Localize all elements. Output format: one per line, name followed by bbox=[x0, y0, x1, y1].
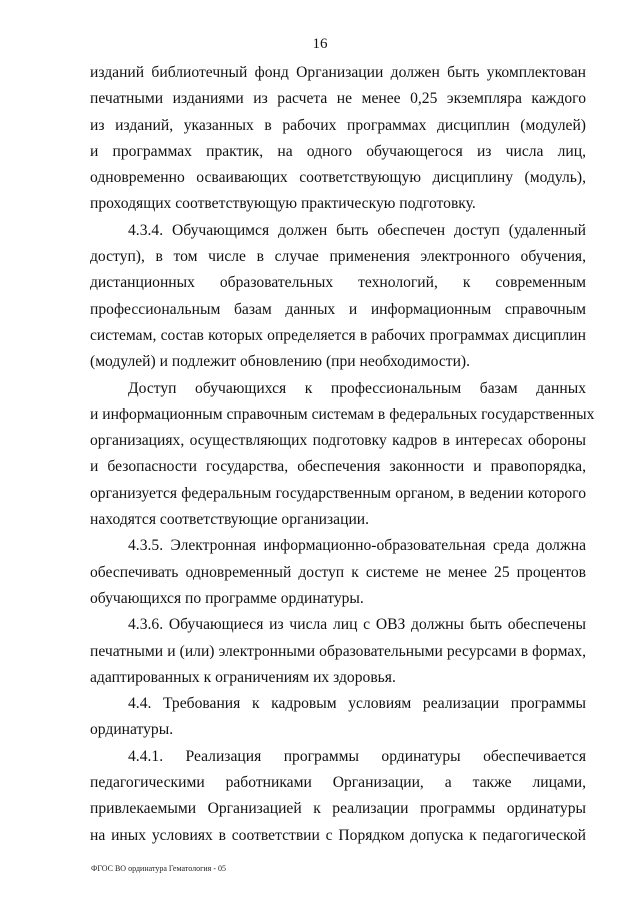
text-line: на иных условиях в соответствии с Порядком допуска к педагогической bbox=[90, 826, 586, 844]
text-line: одновременно осваивающих соответствующую дисциплину (модуль), bbox=[90, 169, 586, 187]
text-line: привлекаемыми Организацией к реализации программы ординатуры bbox=[90, 800, 586, 818]
body-text bbox=[90, 60, 595, 849]
text-line: 4.3.6. Обучающиеся из числа лиц с ОВЗ должны быть обеспечены bbox=[128, 616, 586, 634]
text-line: обучающихся по программе ординатуры. bbox=[90, 589, 364, 607]
text-line: 4.3.4. Обучающимся должен быть обеспечен доступ (удаленный bbox=[128, 221, 586, 239]
text-line: (модулей) и подлежит обновлению (при необходимости). bbox=[90, 353, 471, 371]
text-line: изданий библиотечный фонд Организации должен быть укомплектован bbox=[90, 64, 586, 81]
footer-note: ФГОС ВО ординатура Гематология - 05 bbox=[91, 864, 226, 873]
text-line: педагогическими работниками Организации, а также лицами, bbox=[90, 774, 586, 792]
text-line: 4.4. Требования к кадровым условиям реализации программы bbox=[128, 695, 586, 713]
text-line: и программах практик, на одного обучающегося из числа лиц, bbox=[90, 142, 586, 160]
text-line: организациях, осуществляющих подготовку кадров в интересах обороны bbox=[90, 432, 586, 450]
text-line: 4.3.5. Электронная информационно-образовательная среда должна bbox=[128, 537, 586, 555]
text-line: организуется федеральным государственным органом, в ведении которого bbox=[90, 484, 586, 502]
text-line: находятся соответствующие организации. bbox=[90, 511, 370, 529]
text-line: 4.4.1. Реализация программы ординатуры обеспечивается bbox=[128, 747, 586, 765]
text-line: печатными и (или) электронными образовательными ресурсами в формах, bbox=[90, 642, 586, 660]
text-line: проходящих соответствующую практическую подготовку. bbox=[90, 195, 476, 213]
text-line: системам, состав которых определяется в рабочих программах дисциплин bbox=[90, 326, 586, 344]
text-line: и информационным справочным системам в федеральных государственных bbox=[90, 405, 595, 423]
text-line: Доступ обучающихся к профессиональным базам данных bbox=[128, 379, 586, 397]
text-line: адаптированных к ограничениям их здоровья. bbox=[90, 668, 396, 686]
text-line: обеспечивать одновременный доступ к системе не менее 25 процентов bbox=[90, 563, 586, 581]
text-line: доступ), в том числе в случае применения электронного обучения, bbox=[90, 248, 586, 266]
text-line: печатными изданиями из расчета не менее 0,25 экземпляра каждого bbox=[90, 90, 586, 108]
text-line: ординатуры. bbox=[90, 721, 174, 739]
text-line: из изданий, указанных в рабочих программах дисциплин (модулей) bbox=[90, 116, 586, 134]
page-number: 16 bbox=[312, 36, 328, 52]
text-line: профессиональным базам данных и информационным справочным bbox=[90, 300, 586, 318]
text-line: дистанционных образовательных технологий, к современным bbox=[90, 274, 586, 292]
text-line: и безопасности государства, обеспечения законности и правопорядка, bbox=[90, 458, 586, 476]
